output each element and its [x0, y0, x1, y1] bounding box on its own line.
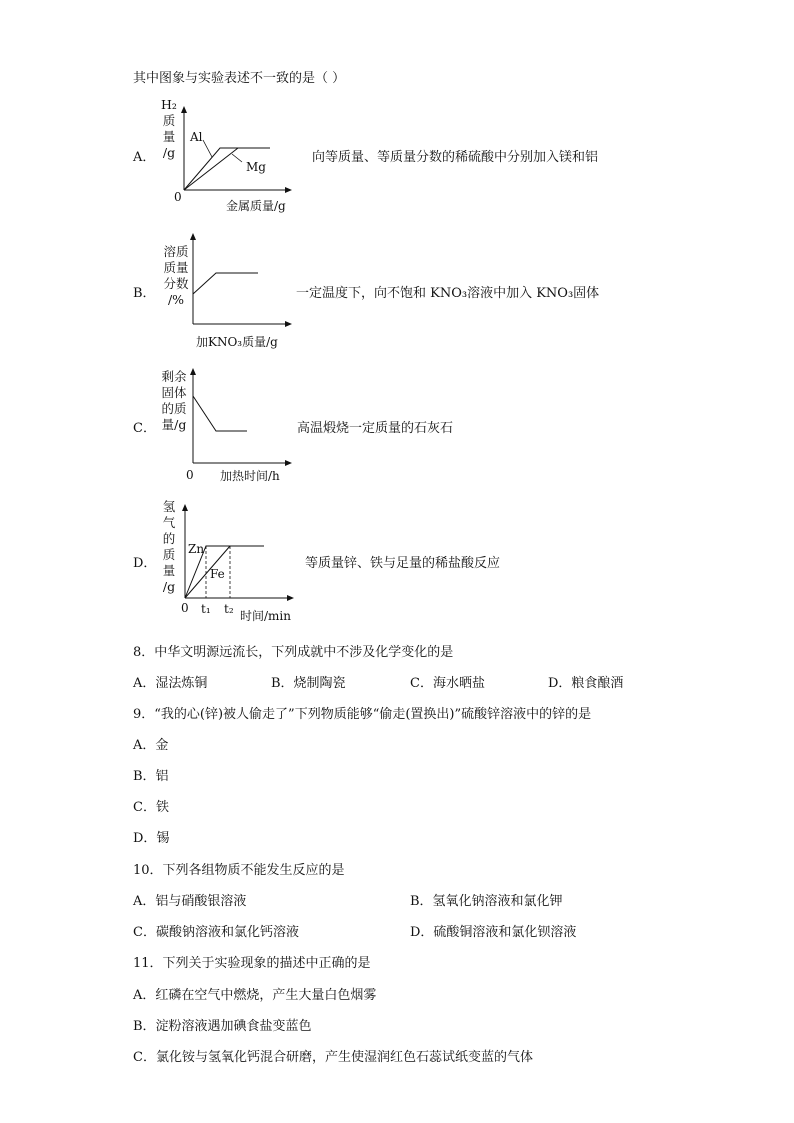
y-axis-arrow: [182, 504, 188, 511]
ylabel-line: 氢: [162, 499, 176, 514]
option-b-letter: B．: [133, 286, 156, 301]
q10-option-c: C．碳酸钠溶液和氯化钙溶液: [133, 925, 299, 940]
ylabel-line: 溶质: [163, 244, 189, 259]
ylabel-line: 的质: [161, 401, 187, 416]
origin-label: 0: [174, 190, 182, 204]
origin-label: 0: [186, 468, 194, 482]
graph-c: [180, 363, 300, 488]
x-axis-arrow: [285, 460, 292, 466]
q9-option-c: C．铁: [133, 800, 169, 815]
option-d-letter: D．: [133, 556, 157, 571]
x-axis-arrow: [287, 595, 294, 601]
option-a-letter: A．: [133, 150, 156, 165]
graph-d: [172, 498, 302, 626]
mg-pointer: [232, 154, 242, 162]
option-d-description: 等质量锌、铁与足量的稀盐酸反应: [305, 556, 501, 571]
q10-option-d: D．硫酸铜溶液和氯化钡溶液: [410, 925, 577, 940]
x-axis-label: 时间/min: [240, 609, 291, 623]
concentration-curve: [193, 273, 258, 294]
ylabel-line: 量: [162, 563, 176, 578]
q9-option-a: A．金: [133, 738, 169, 753]
ylabel-line: 质: [162, 113, 176, 128]
q8-stem: 8．中华文明源远流长，下列成就中不涉及化学变化的是: [133, 645, 454, 660]
y-axis-arrow: [181, 106, 187, 113]
ylabel-line: 剩余: [161, 369, 187, 384]
ylabel-line: 质: [162, 547, 176, 562]
ylabel-line: 质量: [163, 260, 189, 275]
ylabel-line: /g: [162, 579, 176, 594]
ylabel-line: 量: [162, 129, 176, 144]
q9-option-b: B．铝: [133, 769, 169, 784]
graph-b: [180, 228, 300, 353]
t1-label: t₁: [201, 602, 211, 616]
t2-label: t₂: [224, 602, 234, 616]
option-a-description: 向等质量、等质量分数的稀硫酸中分别加入镁和铝: [312, 150, 599, 165]
y-axis-arrow: [190, 368, 196, 375]
q8-option-b: B．烧制陶瓷: [271, 676, 346, 691]
q8-option-d: D．粮食酿酒: [548, 676, 624, 691]
q10-option-a: A．铝与硝酸银溶液: [133, 894, 247, 909]
ylabel-line: 固体: [161, 385, 187, 400]
q11-option-a: A．红磷在空气中燃烧，产生大量白色烟雾: [133, 988, 377, 1003]
q9-stem: 9．“我的心(锌)被人偷走了”下列物质能够“偷走(置换出)”硫酸锌溶液中的锌的是: [133, 707, 592, 722]
ylabel-line: 气: [162, 515, 176, 530]
zn-label: Zn: [188, 542, 205, 556]
al-pointer: [203, 140, 212, 157]
ylabel-line: 的: [162, 531, 176, 546]
al-label: Al: [190, 130, 203, 144]
ylabel-line: 分数: [163, 276, 189, 291]
ylabel-line: /g: [162, 145, 176, 160]
x-axis-arrow: [285, 187, 292, 193]
q9-option-d: D．锡: [133, 831, 170, 846]
q10-stem: 10．下列各组物质不能发生反应的是: [133, 863, 345, 878]
q11-option-c: C．氯化铵与氢氧化钙混合研磨，产生使湿润红色石蕊试纸变蓝的气体: [133, 1050, 533, 1065]
option-c-description: 高温煅烧一定质量的石灰石: [297, 421, 454, 436]
intro-text: 其中图象与实验表述不一致的是（ ）: [133, 71, 346, 86]
ylabel-line: /%: [167, 292, 185, 307]
fe-label: Fe: [210, 567, 225, 581]
option-c-letter: C．: [133, 421, 156, 436]
option-b-description: 一定温度下，向不饱和 KNO₃溶液中加入 KNO₃固体: [296, 286, 600, 301]
q11-stem: 11．下列关于实验现象的描述中正确的是: [133, 956, 371, 971]
q8-option-a: A．湿法炼铜: [133, 676, 208, 691]
q11-option-b: B．淀粉溶液遇加碘食盐变蓝色: [133, 1019, 312, 1034]
origin-label: 0: [181, 601, 189, 615]
x-axis-label: 加KNO₃质量/g: [196, 335, 278, 349]
residual-solid-curve: [193, 396, 247, 431]
x-axis-label: 金属质量/g: [226, 199, 286, 213]
x-axis-label: 加热时间/h: [220, 469, 280, 483]
ylabel-line: H₂: [161, 97, 177, 112]
x-axis-arrow: [285, 321, 292, 327]
ylabel-line: 量/g: [161, 417, 187, 432]
q10-option-b: B．氢氧化钠溶液和氯化钾: [410, 894, 563, 909]
mg-label: Mg: [246, 160, 266, 174]
q8-option-c: C．海水晒盐: [410, 676, 485, 691]
y-axis-arrow: [190, 233, 196, 240]
graph-a: [170, 100, 300, 215]
